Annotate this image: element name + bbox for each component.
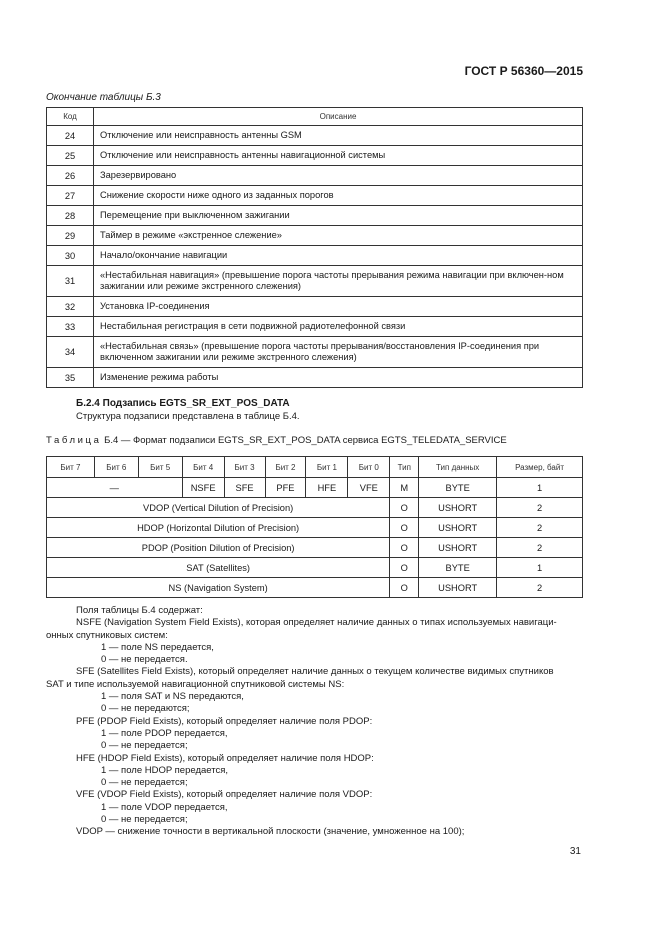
size-cell: 1 [497, 558, 583, 578]
field-name-cell: VDOP (Vertical Dilution of Precision) [47, 498, 390, 518]
description-cell: Нестабильная регистрация в сети подвижной радиотелефонной связи [94, 317, 583, 337]
column-header-bit3: Бит 3 [224, 457, 265, 478]
table-row [47, 266, 583, 297]
description-cell: Таймер в режиме «экстренное слежение» [94, 226, 583, 246]
data-type-cell: USHORT [419, 538, 497, 558]
table-row [47, 498, 583, 518]
description-line: 1 — поля SAT и NS передаются, [101, 691, 244, 703]
size-cell: 1 [497, 478, 583, 498]
size-cell: 2 [497, 498, 583, 518]
column-header-type: Тип [390, 457, 419, 478]
table-b4-caption-text: Б.4 — Формат подзаписи EGTS_SR_EXT_POS_DATA сервиса EGTS_TELEDATA_SERVICE [101, 435, 507, 446]
type-cell: O [390, 578, 419, 598]
size-cell: 2 [497, 578, 583, 598]
table-b4-caption-prefix: Таблица [46, 435, 102, 446]
description-line: онных спутниковых систем: [46, 629, 168, 641]
description-line: 1 — поле HDOP передается, [101, 764, 229, 776]
code-cell: 35 [47, 368, 94, 388]
table-row [47, 558, 583, 578]
column-header-bit5: Бит 5 [138, 457, 182, 478]
size-cell: 2 [497, 518, 583, 538]
table-header-row [47, 108, 583, 126]
table-row [47, 166, 583, 186]
description-cell: Изменение режима работы [94, 368, 583, 388]
type-cell: O [390, 538, 419, 558]
description-line: 0 — не передаются; [101, 703, 190, 715]
description-cell: «Нестабильная связь» (превышение порога частоты прерывания/восстановления IP-соединения при включенном зажигании или режиме экстренного слежения) [94, 337, 583, 368]
description-cell: Снижение скорости ниже одного из заданных порогов [94, 186, 583, 206]
column-header-size: Размер, байт [497, 457, 583, 478]
column-header-bit6: Бит 6 [94, 457, 138, 478]
bit-cell-pfe: PFE [265, 478, 306, 498]
document-standard-number: ГОСТ Р 56360—2015 [464, 64, 583, 78]
description-cell: Отключение или неисправность антенны GSM [94, 126, 583, 146]
code-cell: 25 [47, 146, 94, 166]
field-name-cell: SAT (Satellites) [47, 558, 390, 578]
type-cell: O [390, 558, 419, 578]
description-cell: Зарезервировано [94, 166, 583, 186]
field-descriptions [46, 605, 583, 839]
data-type-cell: USHORT [419, 498, 497, 518]
table-row [47, 317, 583, 337]
description-line: PFE (PDOP Field Exists), который определяет наличие поля PDOP: [76, 715, 373, 727]
code-cell: 31 [47, 266, 94, 297]
column-header-code: Код [47, 108, 94, 126]
table-row [47, 518, 583, 538]
description-line: 0 — не передается; [101, 814, 188, 826]
type-cell: O [390, 518, 419, 538]
description-line: 1 — поле PDOP передается, [101, 727, 228, 739]
type-cell: M [390, 478, 419, 498]
code-cell: 24 [47, 126, 94, 146]
bit-cell-nsfe: NSFE [182, 478, 224, 498]
table-row [47, 368, 583, 388]
description-cell: Установка IP-соединения [94, 297, 583, 317]
description-cell: Начало/окончание навигации [94, 246, 583, 266]
reserved-bits-cell: — [47, 478, 183, 498]
table-header-row [47, 457, 583, 478]
table-row [47, 226, 583, 246]
description-cell: Отключение или неисправность антенны навигационной системы [94, 146, 583, 166]
code-cell: 27 [47, 186, 94, 206]
description-line: VDOP — снижение точности в вертикальной плоскости (значение, умноженное на 100); [76, 826, 465, 838]
table-row [47, 337, 583, 368]
description-line: 1 — поле NS передается, [101, 641, 214, 653]
table-row [47, 206, 583, 226]
column-header-data-type: Тип данных [419, 457, 497, 478]
size-cell: 2 [497, 538, 583, 558]
data-type-cell: BYTE [419, 478, 497, 498]
column-header-description: Описание [94, 108, 583, 126]
code-cell: 29 [47, 226, 94, 246]
data-type-cell: BYTE [419, 558, 497, 578]
code-cell: 28 [47, 206, 94, 226]
column-header-bit2: Бит 2 [265, 457, 306, 478]
code-cell: 32 [47, 297, 94, 317]
table-row [47, 297, 583, 317]
table-row [47, 538, 583, 558]
description-line: VFE (VDOP Field Exists), который определяет наличие поля VDOP: [76, 789, 373, 801]
description-line: 0 — не передается; [101, 740, 188, 752]
description-line: SFE (Satellites Field Exists), который определяет наличие данных о текущем количестве видимых спутников [76, 666, 554, 678]
bit-cell-hfe: HFE [306, 478, 348, 498]
field-name-cell: NS (Navigation System) [47, 578, 390, 598]
field-name-cell: PDOP (Position Dilution of Precision) [47, 538, 390, 558]
description-line: HFE (HDOP Field Exists), который определяет наличие поля HDOP: [76, 752, 374, 764]
column-header-bit4: Бит 4 [182, 457, 224, 478]
code-cell: 30 [47, 246, 94, 266]
table-b4-caption [46, 435, 507, 446]
bit-cell-sfe: SFE [224, 478, 265, 498]
bit-cell-vfe: VFE [348, 478, 390, 498]
column-header-bit7: Бит 7 [47, 457, 95, 478]
table-row [47, 126, 583, 146]
table-row [47, 478, 583, 498]
type-cell: O [390, 498, 419, 518]
page-number: 31 [569, 846, 581, 857]
code-cell: 34 [47, 337, 94, 368]
description-cell: «Нестабильная навигация» (превышение порога частоты прерывания режима навигации при включен-ном зажигании или режиме экстренного слежения) [94, 266, 583, 297]
description-line: 0 — не передается. [101, 654, 188, 666]
table-row [47, 578, 583, 598]
table-b4 [46, 456, 583, 598]
description-line: 1 — поле VDOP передается, [101, 801, 228, 813]
data-type-cell: USHORT [419, 518, 497, 538]
description-line: Поля таблицы Б.4 содержат: [76, 605, 203, 616]
column-header-bit1: Бит 1 [306, 457, 348, 478]
column-header-bit0: Бит 0 [348, 457, 390, 478]
code-cell: 33 [47, 317, 94, 337]
section-intro: Структура подзаписи представлена в таблице Б.4. [76, 411, 300, 422]
table-row [47, 246, 583, 266]
table-b3-caption: Окончание таблицы Б.3 [46, 92, 161, 103]
table-row [47, 186, 583, 206]
table-b3 [46, 107, 583, 388]
description-line: 0 — не передается; [101, 777, 188, 789]
code-cell: 26 [47, 166, 94, 186]
data-type-cell: USHORT [419, 578, 497, 598]
description-line: NSFE (Navigation System Field Exists), которая определяет наличие данных о типах используемых навигаци- [76, 617, 557, 629]
description-cell: Перемещение при выключенном зажигании [94, 206, 583, 226]
description-line: SAT и типе используемой навигационной спутниковой системы NS: [46, 678, 345, 690]
section-heading: Б.2.4 Подзапись EGTS_SR_EXT_POS_DATA [76, 398, 290, 409]
table-row [47, 146, 583, 166]
field-name-cell: HDOP (Horizontal Dilution of Precision) [47, 518, 390, 538]
